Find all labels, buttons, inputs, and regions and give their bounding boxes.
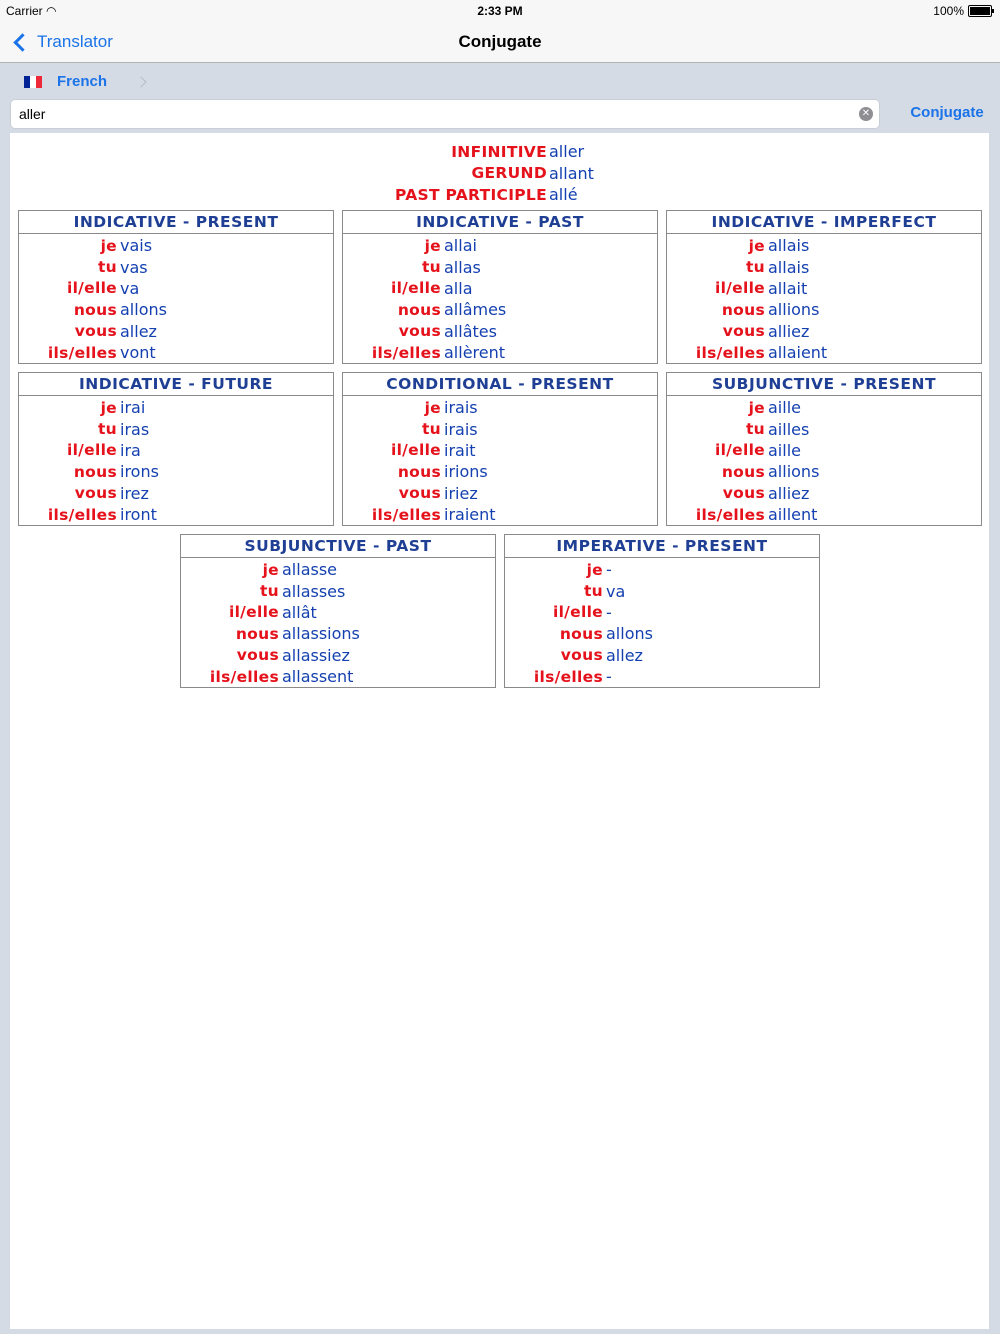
- conjugated-verb: vont: [120, 343, 156, 363]
- pronoun: il/elle: [390, 441, 441, 460]
- pronoun: vous: [398, 322, 441, 341]
- conjugation-row: [19, 342, 333, 363]
- conjugation-row: [667, 440, 981, 461]
- carrier-text: Carrier: [6, 4, 43, 18]
- conjugated-verb: allai: [444, 236, 477, 256]
- conjugated-verb: allons: [120, 300, 167, 320]
- pronoun: je: [424, 236, 441, 255]
- pronoun: ils/elles: [533, 667, 603, 686]
- conjugation-row: [343, 397, 657, 418]
- pronoun: nous: [559, 624, 603, 643]
- tense-box: [666, 210, 982, 364]
- conjugation-results: [10, 133, 989, 1329]
- pronoun: il/elle: [390, 279, 441, 298]
- conjugated-verb: aille: [768, 440, 801, 460]
- pronoun: nous: [73, 300, 117, 319]
- status-time: 2:33 PM: [477, 4, 523, 18]
- conjugated-verb: allassent: [282, 667, 354, 687]
- pronoun: je: [748, 236, 765, 255]
- form-label: INFINITIVE: [451, 142, 547, 161]
- conjugation-row: [505, 623, 819, 644]
- tense-box: [18, 210, 334, 364]
- conjugated-verb: irais: [444, 419, 478, 439]
- back-button[interactable]: [10, 28, 113, 56]
- pronoun: il/elle: [714, 279, 765, 298]
- conjugation-row: [19, 235, 333, 256]
- pronoun: je: [586, 560, 603, 579]
- pronoun: nous: [721, 300, 765, 319]
- tense-box: [342, 372, 658, 526]
- conjugation-row: [19, 440, 333, 461]
- tense-rows: [19, 234, 333, 363]
- conjugated-verb: allons: [606, 624, 653, 644]
- status-bar: [0, 0, 1000, 22]
- tense-title: INDICATIVE - PAST: [343, 211, 657, 234]
- back-button-label: Translator: [37, 32, 113, 51]
- pronoun: vous: [560, 646, 603, 665]
- conjugation-row: [343, 461, 657, 482]
- pronoun: ils/elles: [371, 505, 441, 524]
- conjugation-row: [343, 504, 657, 525]
- tense-box: [666, 372, 982, 526]
- conjugation-row: [343, 278, 657, 299]
- pronoun: nous: [235, 624, 279, 643]
- conjugation-row: [19, 321, 333, 342]
- pronoun: vous: [722, 484, 765, 503]
- tense-rows: [343, 396, 657, 525]
- conjugated-verb: -: [606, 667, 612, 687]
- form-row: [10, 163, 989, 185]
- form-value: aller: [549, 142, 585, 162]
- conjugation-row: [667, 483, 981, 504]
- conjugation-row: [667, 342, 981, 363]
- conjugation-row: [667, 461, 981, 482]
- conjugated-verb: allèrent: [444, 343, 506, 363]
- pronoun: ils/elles: [47, 505, 117, 524]
- pronoun: tu: [259, 582, 279, 601]
- france-flag-icon: [24, 76, 42, 88]
- pronoun: nous: [73, 462, 117, 481]
- conjugated-verb: allâtes: [444, 321, 497, 341]
- language-name: French: [57, 73, 108, 90]
- verb-forms: [10, 141, 989, 206]
- pronoun: je: [262, 560, 279, 579]
- pronoun: nous: [721, 462, 765, 481]
- conjugated-verb: aille: [768, 398, 801, 418]
- conjugated-verb: irons: [120, 462, 159, 482]
- form-row: [10, 184, 989, 206]
- conjugation-row: [19, 278, 333, 299]
- conjugation-row: [343, 299, 657, 320]
- conjugated-verb: -: [606, 560, 612, 580]
- form-label: GERUND: [471, 164, 547, 183]
- pronoun: je: [424, 398, 441, 417]
- conjugation-row: [505, 645, 819, 666]
- conjugation-row: [667, 278, 981, 299]
- conjugation-row: [181, 623, 495, 644]
- pronoun: je: [100, 398, 117, 417]
- pronoun: vous: [722, 322, 765, 341]
- pronoun: tu: [97, 420, 117, 439]
- conjugation-row: [19, 461, 333, 482]
- conjugation-row: [343, 235, 657, 256]
- conjugation-row: [181, 666, 495, 687]
- pronoun: tu: [745, 420, 765, 439]
- form-value: allé: [549, 185, 578, 205]
- tense-title: INDICATIVE - IMPERFECT: [667, 211, 981, 234]
- pronoun: ils/elles: [371, 343, 441, 362]
- pronoun: tu: [421, 258, 441, 277]
- tense-title: IMPERATIVE - PRESENT: [505, 535, 819, 558]
- conjugate-button[interactable]: Conjugate: [910, 104, 984, 121]
- tense-rows: [181, 558, 495, 687]
- conjugated-verb: alliez: [768, 483, 810, 503]
- conjugated-verb: vas: [120, 257, 148, 277]
- conjugation-row: [19, 299, 333, 320]
- clear-icon[interactable]: ✕: [859, 107, 873, 121]
- search-box: [10, 99, 880, 129]
- conjugation-row: [181, 645, 495, 666]
- conjugated-verb: alliez: [768, 321, 810, 341]
- pronoun: vous: [74, 484, 117, 503]
- pronoun: vous: [398, 484, 441, 503]
- conjugated-verb: irions: [444, 462, 488, 482]
- form-value: allant: [549, 163, 594, 183]
- conjugated-verb: ira: [120, 440, 141, 460]
- pronoun: il/elle: [66, 279, 117, 298]
- conjugated-verb: allassiez: [282, 645, 350, 665]
- conjugated-verb: allais: [768, 236, 810, 256]
- conjugated-verb: aillent: [768, 505, 818, 525]
- pronoun: nous: [397, 300, 441, 319]
- conjugated-verb: iras: [120, 419, 150, 439]
- pronoun: il/elle: [552, 603, 603, 622]
- conjugation-row: [181, 559, 495, 580]
- tense-rows: [667, 234, 981, 363]
- conjugation-row: [343, 418, 657, 439]
- conjugated-verb: allais: [768, 257, 810, 277]
- conjugation-row: [343, 342, 657, 363]
- pronoun: vous: [236, 646, 279, 665]
- conjugated-verb: allions: [768, 462, 820, 482]
- conjugated-verb: irais: [444, 398, 478, 418]
- chevron-right-icon: [135, 76, 146, 87]
- tense-rows: [505, 558, 819, 687]
- tense-title: SUBJUNCTIVE - PAST: [181, 535, 495, 558]
- conjugation-row: [667, 235, 981, 256]
- flag-stripe-red: [36, 76, 42, 88]
- pronoun: ils/elles: [695, 505, 765, 524]
- form-row: [10, 141, 989, 163]
- conjugated-verb: allaient: [768, 343, 828, 363]
- conjugated-verb: iraient: [444, 505, 496, 525]
- battery-percent: 100%: [933, 4, 964, 18]
- conjugated-verb: allez: [606, 645, 643, 665]
- conjugation-row: [667, 256, 981, 277]
- conjugation-row: [181, 580, 495, 601]
- conjugated-verb: va: [120, 278, 140, 298]
- conjugated-verb: alla: [444, 278, 473, 298]
- conjugation-row: [343, 256, 657, 277]
- pronoun: tu: [421, 420, 441, 439]
- conjugated-verb: -: [606, 602, 612, 622]
- form-label: PAST PARTICIPLE: [394, 185, 547, 204]
- navigation-bar: [0, 22, 1000, 63]
- pronoun: ils/elles: [47, 343, 117, 362]
- tense-box: [180, 534, 496, 688]
- conjugated-verb: irai: [120, 398, 146, 418]
- conjugated-verb: ailles: [768, 419, 810, 439]
- tense-rows: [343, 234, 657, 363]
- verb-input[interactable]: [17, 103, 841, 125]
- conjugation-row: [667, 504, 981, 525]
- pronoun: ils/elles: [695, 343, 765, 362]
- pronoun: il/elle: [714, 441, 765, 460]
- pronoun: tu: [745, 258, 765, 277]
- conjugation-row: [343, 483, 657, 504]
- pronoun: tu: [97, 258, 117, 277]
- conjugated-verb: allait: [768, 278, 808, 298]
- tense-box: [18, 372, 334, 526]
- conjugation-row: [343, 440, 657, 461]
- conjugation-row: [667, 299, 981, 320]
- tense-rows: [667, 396, 981, 525]
- conjugation-row: [19, 256, 333, 277]
- conjugated-verb: allas: [444, 257, 481, 277]
- chevron-left-icon: [13, 33, 31, 51]
- conjugation-row: [19, 483, 333, 504]
- conjugated-verb: allât: [282, 602, 317, 622]
- conjugated-verb: allâmes: [444, 300, 507, 320]
- conjugation-row: [667, 397, 981, 418]
- tense-title: CONDITIONAL - PRESENT: [343, 373, 657, 396]
- tense-title: INDICATIVE - PRESENT: [19, 211, 333, 234]
- conjugated-verb: irait: [444, 440, 476, 460]
- conjugation-row: [343, 321, 657, 342]
- tense-box: [504, 534, 820, 688]
- language-row: [0, 63, 1000, 99]
- conjugated-verb: allions: [768, 300, 820, 320]
- conjugated-verb: iriez: [444, 483, 478, 503]
- tense-title: INDICATIVE - FUTURE: [19, 373, 333, 396]
- language-selector[interactable]: [24, 73, 145, 90]
- conjugation-row: [19, 504, 333, 525]
- conjugation-row: [505, 580, 819, 601]
- conjugation-row: [505, 666, 819, 687]
- tense-rows: [19, 396, 333, 525]
- battery-icon: [968, 5, 992, 17]
- conjugated-verb: va: [606, 581, 626, 601]
- pronoun: il/elle: [66, 441, 117, 460]
- pronoun: vous: [74, 322, 117, 341]
- page-title: Conjugate: [458, 32, 542, 51]
- pronoun: tu: [583, 582, 603, 601]
- tense-box: [342, 210, 658, 364]
- conjugation-row: [505, 559, 819, 580]
- conjugation-row: [19, 418, 333, 439]
- conjugated-verb: allasses: [282, 581, 346, 601]
- conjugated-verb: allassions: [282, 624, 360, 644]
- conjugated-verb: irez: [120, 483, 149, 503]
- pronoun: nous: [397, 462, 441, 481]
- conjugation-row: [505, 602, 819, 623]
- conjugated-verb: allasse: [282, 560, 338, 580]
- conjugation-row: [667, 321, 981, 342]
- wifi-icon: ◠: [46, 4, 57, 18]
- tense-title: SUBJUNCTIVE - PRESENT: [667, 373, 981, 396]
- pronoun: ils/elles: [209, 667, 279, 686]
- pronoun: il/elle: [228, 603, 279, 622]
- pronoun: je: [100, 236, 117, 255]
- conjugated-verb: vais: [120, 236, 153, 256]
- battery-indicator: [933, 4, 992, 18]
- pronoun: je: [748, 398, 765, 417]
- conjugated-verb: allez: [120, 321, 157, 341]
- conjugation-row: [19, 397, 333, 418]
- conjugation-row: [667, 418, 981, 439]
- conjugation-row: [181, 602, 495, 623]
- conjugated-verb: iront: [120, 505, 157, 525]
